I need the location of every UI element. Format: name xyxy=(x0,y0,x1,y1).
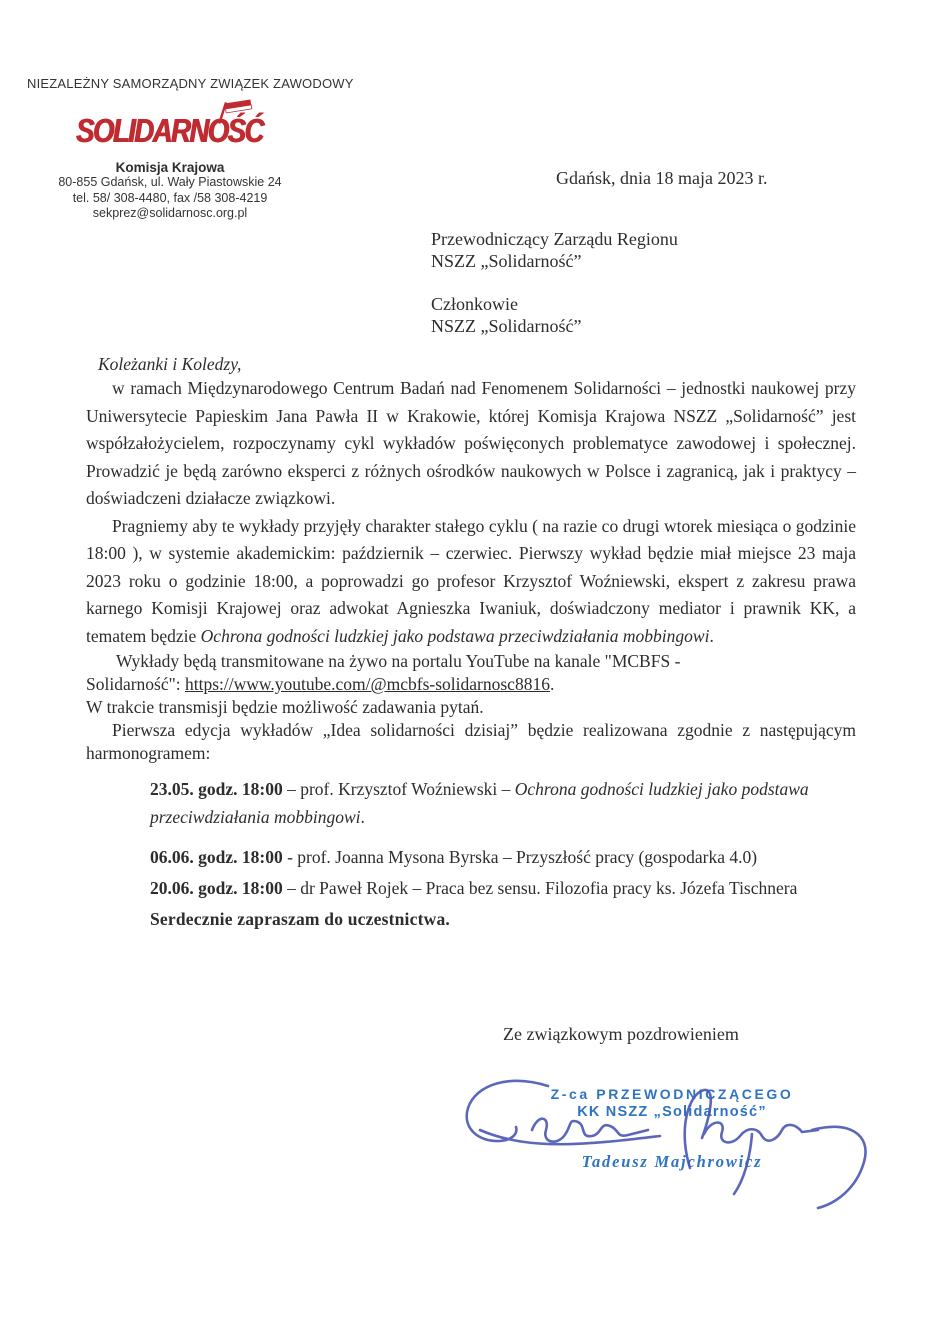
signature-block xyxy=(462,1086,882,1221)
recipient-org: NSZZ „Solidarność” xyxy=(431,250,582,271)
phone-line: tel. 58/ 308-4480, fax /58 308-4219 xyxy=(72,190,268,205)
schedule-item xyxy=(150,843,856,871)
schedule-end: . xyxy=(360,807,365,827)
recipients xyxy=(431,229,678,359)
letterhead xyxy=(24,76,354,222)
email-line: sekprez@solidarnosc.org.pl xyxy=(92,206,248,220)
paragraph-text: Pragniemy aby te wykłady przyjęły charakter stałego cyklu ( na razie co drugi wtorek miesiąca o godzinie 18:00 ), w systemie akademickim: październik – czerwiec. Pierwszy wykład będzie miał miejsce 23 maja 2023 roku o godzinie 18:00, a poprowadzi go profesor Krzysztof Woźniewski, ekspert z zakresu prawa karnego Komisji Krajowej oraz adwokat Agnieszka Iwaniuk, doświadczony mediator i prawnik KK, a tematem będzie xyxy=(86,515,856,646)
paragraph-text: . xyxy=(709,625,714,646)
address-line: 80-855 Gdańsk, ul. Wały Piastowskie 24 xyxy=(58,175,282,189)
schedule-item xyxy=(150,775,856,831)
schedule-datetime: 23.05. godz. 18:00 xyxy=(150,779,283,799)
schedule-topic: Przyszłość pracy (gospodarka 4.0) xyxy=(516,847,758,867)
committee-name: Komisja Krajowa xyxy=(115,160,225,175)
paragraph-text: . xyxy=(549,674,555,694)
stamp-org-line: KK NSZZ „Solidarność” xyxy=(577,1104,767,1120)
schedule-list xyxy=(150,775,856,902)
signature-stamp xyxy=(462,1086,882,1172)
stamp-name: Tadeusz Majchrowicz xyxy=(581,1152,763,1171)
paragraph-text: Solidarność": xyxy=(86,674,186,694)
org-name: NIEZALEŻNY SAMORZĄDNY ZWIĄZEK ZAWODOWY xyxy=(27,76,354,91)
lecture-topic-italic: Ochrona godności ludzkiej jako podstawa przeciwdziałania mobbingowi xyxy=(200,625,710,646)
invitation-line: Serdecznie zapraszam do uczestnictwa. xyxy=(150,909,450,929)
schedule-speaker: – dr Paweł Rojek – xyxy=(282,878,426,898)
logo-text: SOLIDARNOŚĆ xyxy=(76,112,264,150)
recipient-title: Członkowie xyxy=(431,294,518,314)
closing-line: Ze związkowym pozdrowieniem xyxy=(503,1024,739,1044)
schedule-topic-italic: Ochrona godności ludzkiej jako podstawa przeciwdziałania mobbingowi xyxy=(150,779,809,827)
recipient-org: NSZZ „Solidarność” xyxy=(431,315,582,336)
body-paragraph-1: w ramach Międzynarodowego Centrum Badań nad Fenomenem Solidarności – jednostki naukowej przy Uniwersytecie Papieskim Jana Pawła II w Krakowie, której Komisja Krajowa NSZZ „Solidarność” jest współzałożycielem, rozpoczynamy cykl wykładów poświęconych problematyce zawodowej i społecznej. Prowadzić je będą zarówno eksperci z różnych ośrodków naukowych w Polsce i zagranicą, jak i praktycy – doświadczeni działacze związkowi. xyxy=(86,378,856,508)
youtube-link[interactable]: https://www.youtube.com/@mcbfs-solidarnosc8816 xyxy=(185,674,550,694)
salutation: Koleżanki i Koledzy, xyxy=(98,354,242,374)
recipient-block xyxy=(431,294,678,337)
schedule-speaker: - prof. Joanna Mysona Byrska – xyxy=(282,847,516,867)
schedule-speaker: – prof. Krzysztof Woźniewski – xyxy=(282,779,515,799)
schedule-topic: Praca bez sensu. Filozofia pracy ks. Józefa Tischnera xyxy=(425,878,798,898)
recipient-block xyxy=(431,229,678,272)
paragraph-text: Wykłady będą transmitowane na żywo na portalu YouTube na kanale "MCBFS - xyxy=(116,651,681,671)
recipient-title: Przewodniczący Zarządu Regionu xyxy=(431,229,678,249)
body-paragraph-youtube xyxy=(86,650,856,696)
schedule-item xyxy=(150,874,856,902)
body-paragraph-2 xyxy=(86,513,856,651)
schedule-datetime: 20.06. godz. 18:00 xyxy=(150,878,283,898)
letter-body xyxy=(86,354,856,933)
stamp-role-line: Z-ca PRZEWODNICZĄCEGO xyxy=(550,1086,794,1102)
schedule-datetime: 06.06. godz. 18:00 xyxy=(150,847,283,867)
body-paragraph-schedule-intro: Pierwsza edycja wykładów „Idea solidarności dzisiaj” będzie realizowana zgodnie z następującym harmonogramem: xyxy=(86,720,856,763)
solidarity-logo xyxy=(76,100,264,156)
date-line: Gdańsk, dnia 18 maja 2023 r. xyxy=(556,168,768,188)
body-paragraph-questions: W trakcie transmisji będzie możliwość zadawania pytań. xyxy=(86,697,484,717)
